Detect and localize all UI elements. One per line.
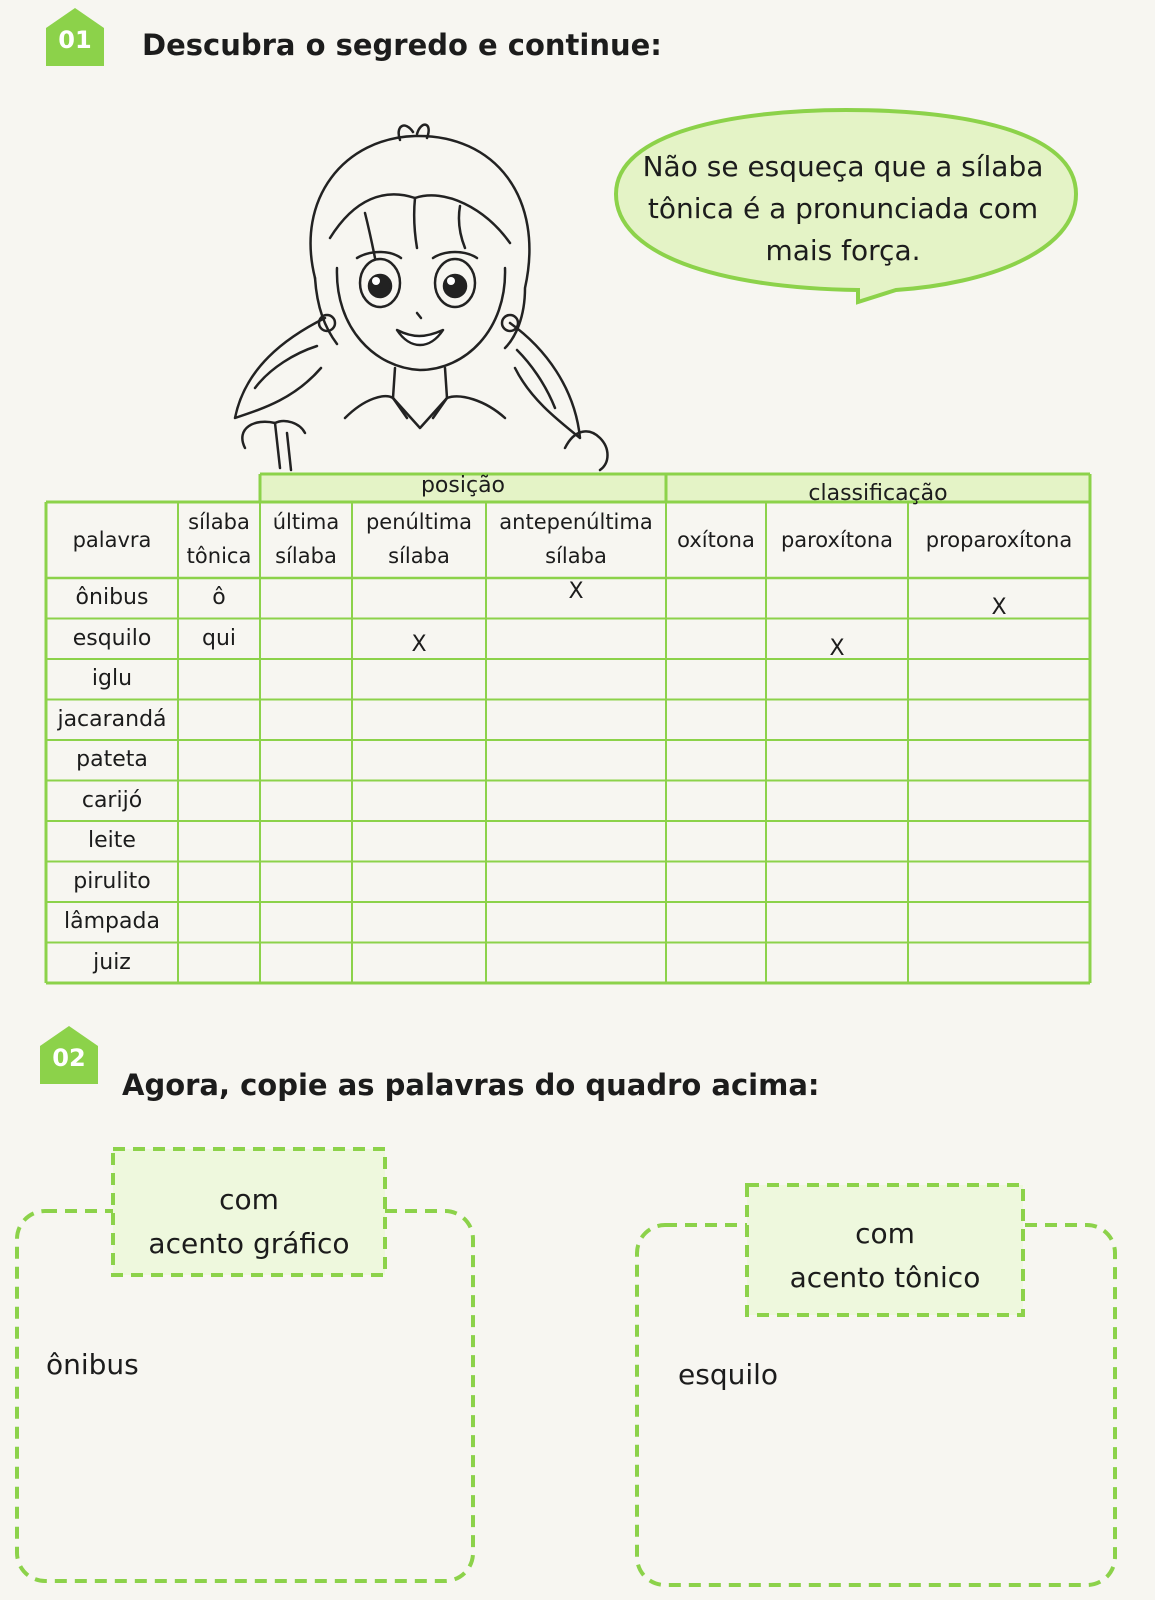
bubble-text — [618, 146, 1068, 272]
table-row-word: jacarandá — [57, 706, 167, 732]
table-cell-paroxitona: X — [829, 635, 845, 661]
column-header: oxítona — [677, 528, 755, 552]
exercise-number-badge — [38, 1024, 100, 1076]
table-row-word: juiz — [93, 949, 131, 975]
exercise-number-badge — [44, 6, 106, 58]
girl-illustration — [225, 118, 625, 482]
table-row-word: carijó — [81, 787, 143, 813]
column-header: sílaba — [545, 544, 607, 568]
column-header: última — [272, 510, 340, 534]
table-cell-tonica: qui — [201, 625, 237, 651]
exercise-number: 01 — [58, 26, 92, 54]
table-row-word: pateta — [76, 747, 148, 772]
box-label: com — [855, 1217, 915, 1250]
table-row-word: esquilo — [72, 625, 152, 651]
table-row-word: ônibus — [75, 585, 149, 610]
table-row-word: lâmpada — [64, 909, 160, 934]
column-header: tônica — [186, 544, 252, 568]
box-label: com — [219, 1183, 279, 1216]
column-header: sílaba — [275, 544, 337, 568]
column-header: palavra — [72, 528, 152, 552]
table-cell-tonica: ô — [212, 585, 226, 610]
label-box-accent-tonico — [744, 1182, 1026, 1318]
table-cell-antepenultima: X — [568, 579, 584, 604]
table-row-word: iglu — [91, 666, 133, 691]
syllable-table — [38, 466, 1113, 1002]
bubble-line: Não se esqueça que a sílaba — [642, 150, 1044, 183]
table-row-word: pirulito — [73, 868, 151, 894]
column-header: penúltima — [365, 510, 473, 534]
bubble-line: tônica é a pronunciada com — [647, 192, 1039, 225]
speech-bubble — [596, 102, 1096, 312]
exercise-instruction: Descubra o segredo e continue: — [142, 28, 662, 62]
exercise-instruction: Agora, copie as palavras do quadro acima: — [122, 1068, 820, 1102]
bubble-line: mais força. — [765, 234, 921, 267]
column-header: sílaba — [188, 510, 250, 534]
column-header: paroxítona — [780, 528, 894, 552]
table-row-word: leite — [88, 828, 136, 853]
group-header-classificacao: classificação — [808, 481, 948, 506]
table-cell-proparoxitona: X — [991, 595, 1007, 620]
box-label: acento gráfico — [148, 1227, 350, 1260]
exercise-number: 02 — [52, 1044, 86, 1072]
column-header: antepenúltima — [499, 510, 653, 534]
label-box-accent-grafico — [110, 1146, 388, 1278]
column-header: proparoxítona — [925, 528, 1073, 552]
example-word: esquilo — [678, 1358, 779, 1391]
group-header-posicao: posição — [420, 473, 506, 498]
column-header: sílaba — [388, 544, 450, 568]
table-cell-penultima: X — [411, 631, 427, 657]
example-word: ônibus — [46, 1348, 139, 1381]
box-label: acento tônico — [789, 1261, 981, 1294]
